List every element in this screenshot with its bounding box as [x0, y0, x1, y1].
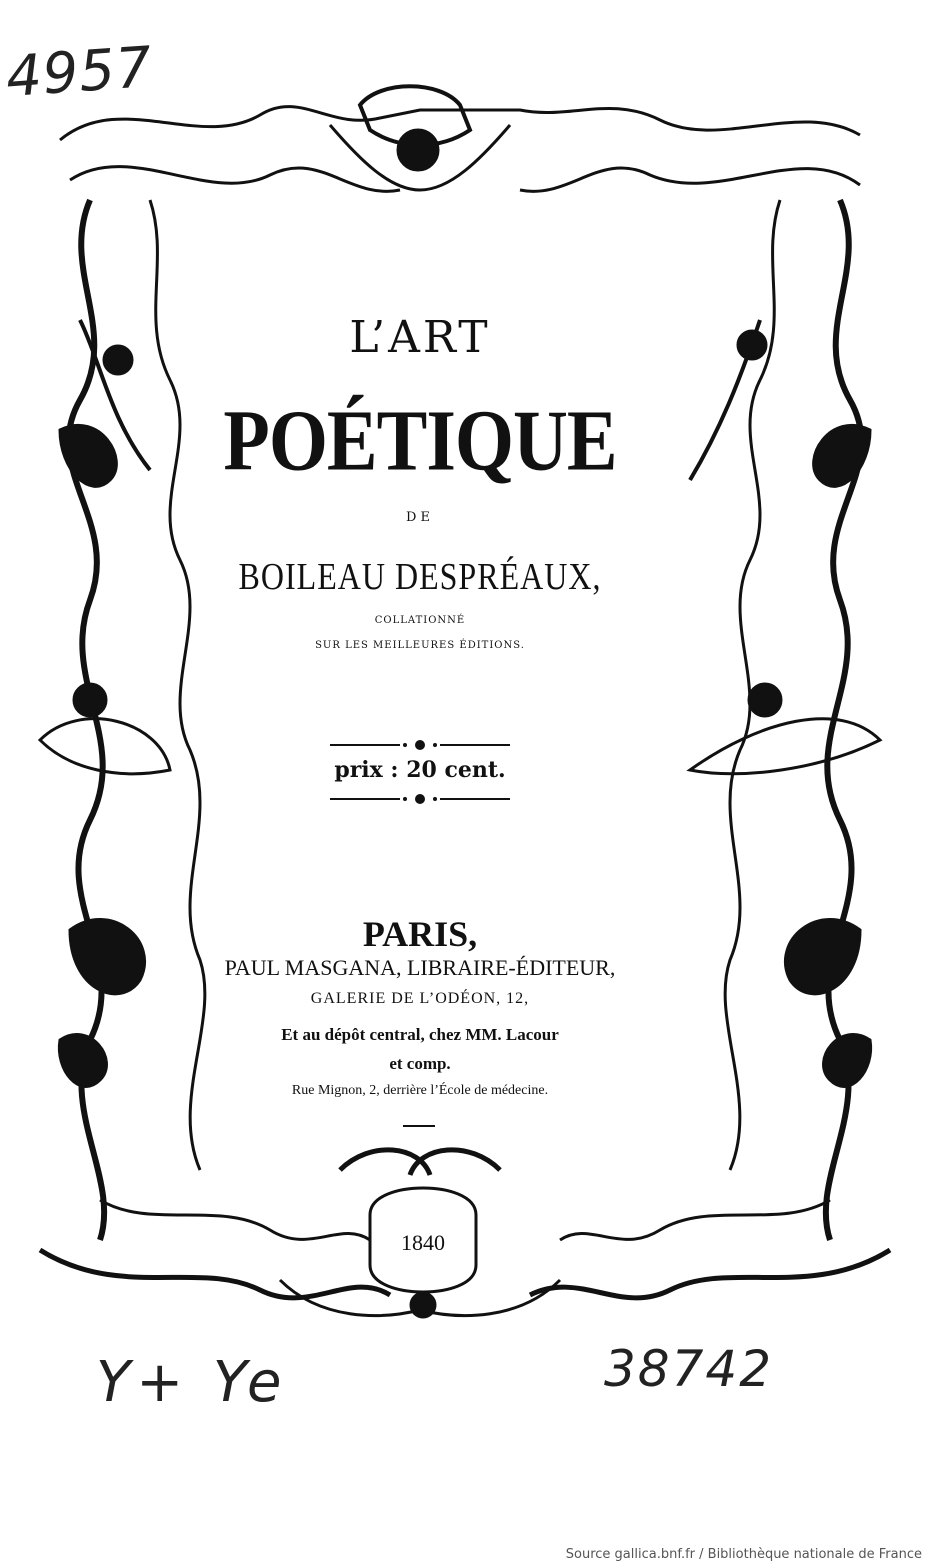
short-divider: [403, 1125, 435, 1127]
imprint-depot-line-1: Et au dépôt central, chez MM. Lacour: [281, 1025, 559, 1044]
price-ornament-bottom: [330, 792, 510, 806]
shelfmark-bottom-left: Y+ Ye: [96, 1350, 288, 1415]
shelfmark-top-left: 4957: [3, 34, 155, 111]
publication-year: 1840: [401, 1230, 445, 1255]
imprint-city: PARIS,: [362, 914, 478, 954]
author-name: BOILEAU DESPRÉAUX,: [238, 554, 602, 598]
price-ornament-top: [330, 738, 510, 752]
imprint-street: Rue Mignon, 2, derrière l’École de médecine.: [291, 1083, 549, 1098]
imprint-publisher: PAUL MASGANA, LIBRAIRE-ÉDITEUR,: [224, 955, 616, 980]
title-preposition: DE: [406, 510, 434, 525]
imprint-address: GALERIE DE L’ODÉON, 12,: [310, 990, 530, 1007]
title-line-1: L’ART: [349, 312, 491, 363]
shelfmark-bottom-right: 38742: [604, 1340, 774, 1398]
title-line-2: POÉTIQUE: [223, 392, 617, 490]
source-attribution: Source gallica.bnf.fr / Bibliothèque nationale de France: [565, 1547, 922, 1562]
imprint-depot-line-2: et comp.: [389, 1054, 451, 1073]
collation-line-1: COLLATIONNÉ: [374, 615, 466, 626]
price-label: prix : 20 cent.: [334, 757, 506, 783]
collation-line-2: SUR LES MEILLEURES ÉDITIONS.: [315, 640, 525, 651]
